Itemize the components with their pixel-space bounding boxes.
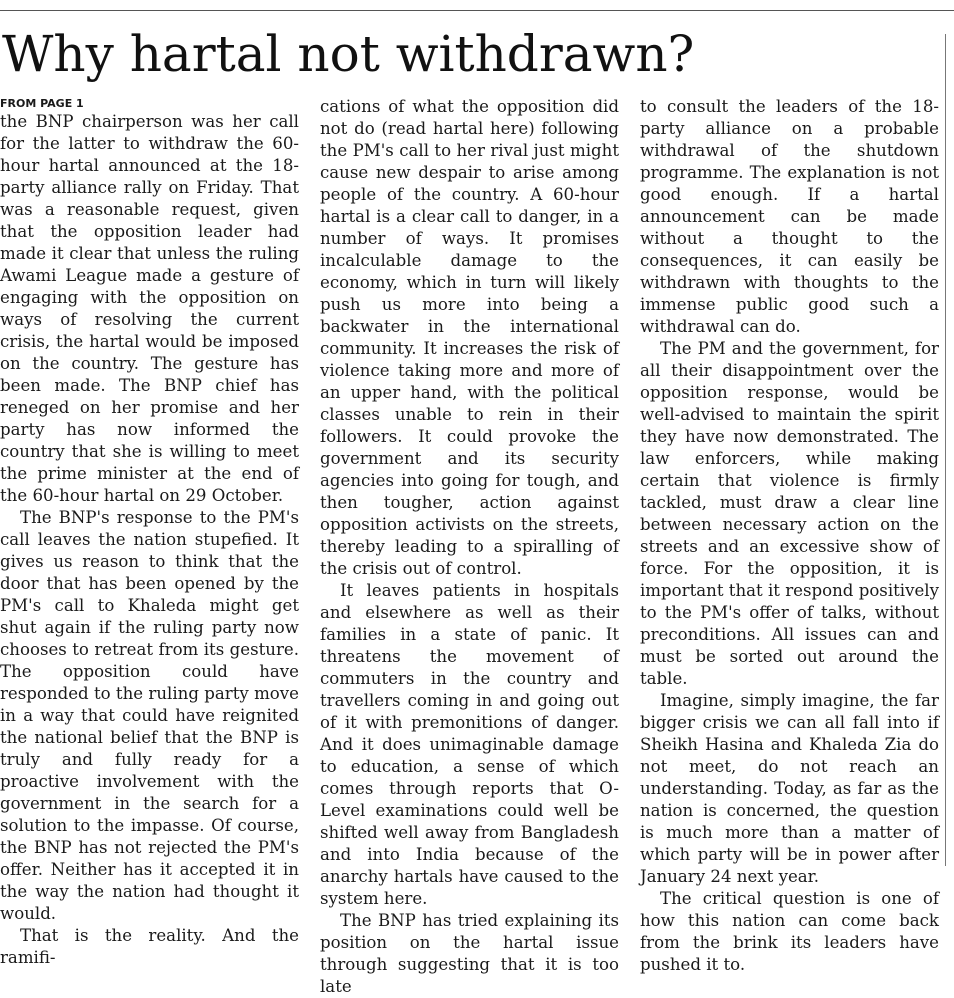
paragraph: The critical question is one of how this nation can come back from the brink its leaders have pushed it to.: [640, 889, 939, 974]
column-rule-right: [945, 34, 946, 866]
paragraph: the BNP chairperson was her call for the latter to withdraw the 60-hour hartal announced at the 18-party alliance rally on Friday. That was a reasonable request, given that the opposition leader had made it clear that unless the ruling Awami League made a gesture of engaging with the opposition on ways of resolving the current crisis, the hartal would be imposed on the country. The gesture has been made. The BNP chief has reneged on her promise and her party has now informed the country that she is willing to meet the prime minister at the end of the 60-hour hartal on 29 October.: [0, 112, 299, 505]
article-column-2: [320, 96, 619, 996]
paragraph: to consult the leaders of the 18-party alliance on a probable withdrawal of the shutdown programme. The explanation is not good enough. If a hartal announcement can be made without a thought to the consequences, it can easily be withdrawn with thoughts to the immense public good such a withdrawal can do.: [640, 97, 939, 336]
paragraph: Imagine, simply imagine, the far bigger crisis we can all fall into if Sheikh Hasina and Khaleda Zia do not meet, do not reach an understanding. Today, as far as the nation is concerned, the question is much more than a matter of which party will be in power after January 24 next year.: [640, 691, 939, 886]
kicker-from-page: FROM PAGE 1: [0, 97, 84, 110]
paragraph: The PM and the government, for all their disappointment over the opposition response, would be well-advised to maintain the spirit they have now demonstrated. The law enforcers, while making certain that violence is firmly tackled, must draw a clear line between necessary action on the streets and an excessive show of force. For the opposition, it is important that it respond positively to the PM's offer of talks, without preconditions. All issues can and must be sorted out around the table.: [640, 339, 939, 688]
paragraph: The BNP has tried explaining its position on the hartal issue through suggesting that it is too late: [320, 911, 619, 996]
top-rule: [0, 10, 954, 11]
paragraph: cations of what the opposition did not do (read hartal here) following the PM's call to her rival just might cause new despair to arise among people of the country. A 60-hour hartal is a clear call to danger, in a number of ways. It promises incalculable damage to the economy, which in turn will likely push us more into being a backwater in the international community. It increases the risk of violence taking more and more of an upper hand, with the political classes unable to rein in their followers. It could provoke the government and its security agencies into going for tough, and then tougher, action against opposition activists on the streets, thereby leading to a spiralling of the crisis out of control.: [320, 97, 619, 578]
article-column-3: [640, 96, 939, 974]
paragraph: That is the reality. And the ramifi-: [0, 926, 299, 967]
article-column-1: [0, 96, 299, 967]
paragraph: It leaves patients in hospitals and elsewhere as well as their families in a state of panic. It threatens the movement of commuters in the country and travellers coming in and going out of it with premonitions of danger. And it does unimaginable damage to education, a sense of which comes through reports that O-Level examinations could well be shifted well away from Bangladesh and into India because of the anarchy hartals have caused to the system here.: [320, 581, 619, 908]
headline: Why hartal not withdrawn?: [2, 25, 695, 83]
paragraph: The BNP's response to the PM's call leaves the nation stupefied. It gives us reason to think that the door that has been opened by the PM's call to Khaleda might get shut again if the ruling party now chooses to retreat from its gesture. The opposition could have responded to the ruling party move in a way that could have reignited the national belief that the BNP is truly and fully ready for a proactive involvement with the government in the search for a solution to the impasse. Of course, the BNP has not rejected the PM's offer. Neither has it accepted it in the way the nation had thought it would.: [0, 508, 299, 923]
